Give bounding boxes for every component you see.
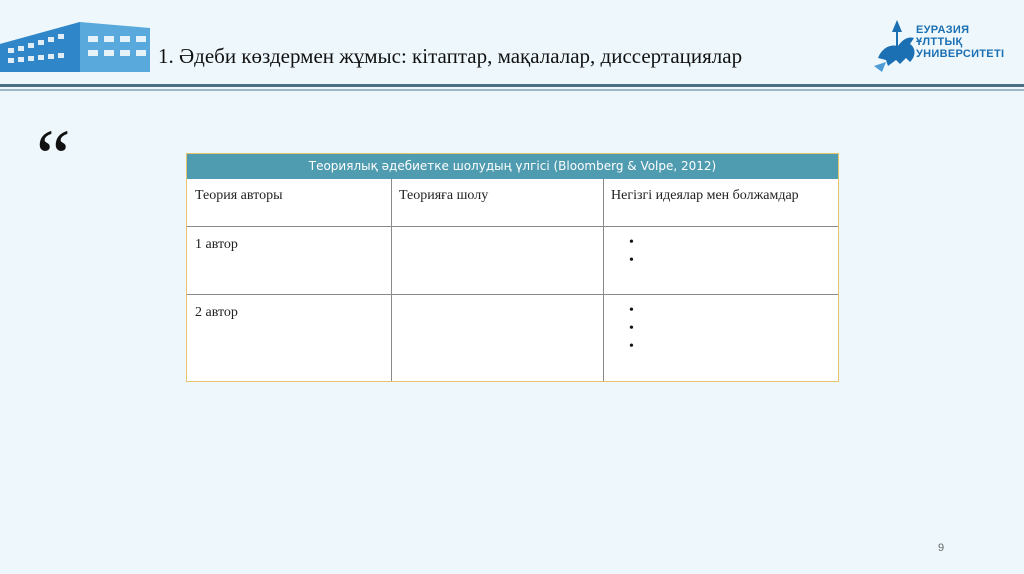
table-row-bullets bbox=[629, 302, 634, 356]
list-item: • bbox=[629, 253, 634, 268]
column-divider bbox=[391, 179, 392, 381]
university-name: ЕУРАЗИЯ ҰЛТТЫҚ УНИВЕРСИТЕТІ bbox=[916, 24, 1005, 60]
table-caption: Теориялық әдебиетке шолудың үлгісі (Bloomberg & Volpe, 2012) bbox=[187, 154, 838, 179]
list-item: • bbox=[629, 303, 634, 318]
slide-title: 1. Әдеби көздермен жұмыс: кітаптар, мақалалар, диссертациялар bbox=[158, 44, 743, 68]
list-item: • bbox=[629, 235, 634, 250]
header-rule-dark bbox=[0, 84, 1024, 87]
list-item: • bbox=[629, 339, 634, 354]
table-row-author: 1 автор bbox=[195, 237, 238, 252]
page-number: 9 bbox=[938, 542, 945, 554]
table-row-author: 2 автор bbox=[195, 305, 238, 320]
table-row-bullets bbox=[629, 234, 634, 270]
building-logo-icon bbox=[0, 14, 150, 72]
header-cell-review: Теорияға шолу bbox=[399, 188, 489, 203]
list-item: • bbox=[629, 321, 634, 336]
header-cell-ideas: Негізгі идеялар мен болжамдар bbox=[611, 188, 799, 203]
literature-review-table bbox=[186, 153, 839, 382]
slide-header bbox=[0, 0, 1024, 84]
horseman-emblem-icon bbox=[872, 18, 922, 74]
row-divider bbox=[187, 294, 838, 295]
header-rule-light bbox=[0, 89, 1024, 91]
row-divider bbox=[187, 226, 838, 227]
quote-mark: “ bbox=[36, 113, 71, 200]
header-cell-author: Теория авторы bbox=[195, 188, 283, 203]
column-divider bbox=[603, 179, 604, 381]
university-logo bbox=[872, 18, 1012, 74]
